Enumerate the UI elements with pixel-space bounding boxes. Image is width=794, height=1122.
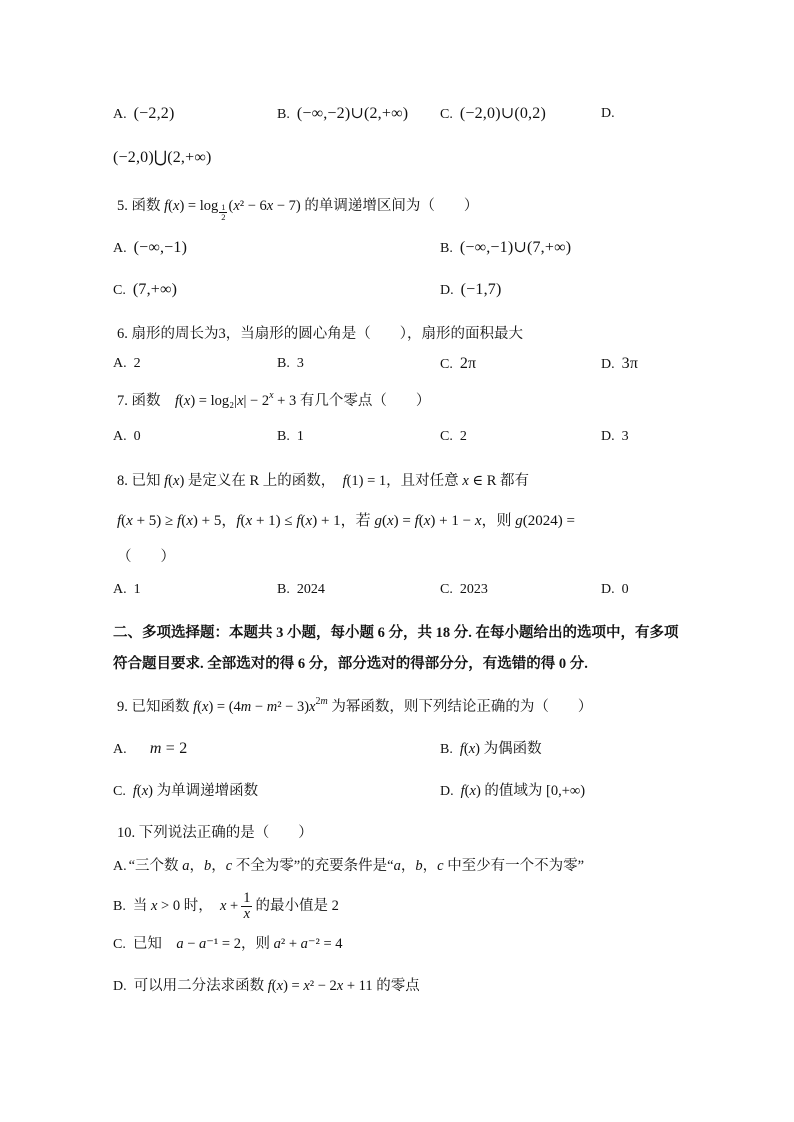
question-9-option-a	[113, 737, 187, 762]
question-10-option-b	[113, 891, 339, 922]
option-value: (−∞,−1)	[133, 239, 188, 256]
stem-text: 5. 函数 f(x) = log	[117, 198, 219, 214]
option-value: (−∞,−1)∪(7,+∞)	[459, 239, 572, 256]
math-variable: x	[141, 783, 149, 799]
question-4-option-b	[277, 102, 408, 127]
question-5-options-row-2	[0, 278, 794, 302]
option-label: A.	[113, 107, 127, 122]
question-8-stem-row-2	[0, 509, 794, 533]
question-7-options-row	[0, 425, 794, 449]
math-variable: x	[474, 513, 482, 529]
option-value: 2	[133, 356, 141, 371]
stem-text: 7. 函数 f(x) = log₂|x| − 2	[117, 393, 270, 409]
option-label: B.	[440, 742, 453, 757]
option-label: A.	[113, 742, 127, 757]
option-label: B.	[277, 582, 290, 597]
option-value: 0	[621, 582, 629, 597]
math-variable: x	[423, 513, 431, 529]
section-2-heading-line-1: 二、多项选择题：本题共 3 小题，每小题 6 分，共 18 分. 在每小题给出的选项中，有多项	[113, 625, 679, 641]
math-variable: a	[199, 936, 207, 952]
option-value: m = 2	[149, 740, 188, 757]
question-6-option-d	[601, 352, 638, 377]
question-10-option-a	[113, 854, 584, 879]
math-variable: x	[462, 473, 469, 489]
question-10-option-d-row	[0, 974, 794, 998]
math-variable: x	[233, 198, 240, 214]
math-variable: m	[320, 696, 328, 707]
math-variable: x	[173, 473, 180, 489]
option-label: B.	[440, 241, 453, 256]
math-variable: x	[173, 198, 180, 214]
option-label: B.	[113, 898, 126, 914]
section-2-heading-row-1	[0, 621, 794, 645]
question-7-option-c	[440, 425, 467, 449]
stem-text: (x² − 6x − 7) 的单调递增区间为（ ）	[228, 198, 479, 214]
math-variable: x	[186, 513, 193, 529]
math-variable: x	[219, 897, 227, 914]
question-10-option-c-row	[0, 932, 794, 956]
question-10-option-a-row	[0, 854, 794, 878]
option-label: D.	[440, 283, 454, 298]
option-value: 已知 a − a⁻¹ = 2，则 a² + a⁻² = 4	[132, 936, 343, 952]
math-variable: x	[202, 699, 209, 715]
option-label: C.	[440, 357, 453, 372]
math-variable: m	[240, 699, 252, 715]
option-label: D.	[113, 979, 127, 994]
question-7-option-d	[601, 425, 629, 449]
option-value: 3	[621, 429, 629, 444]
math-variable: f	[177, 513, 182, 529]
question-9-option-c	[113, 779, 258, 804]
fraction-numerator: 1	[243, 890, 251, 906]
option-value: (−2,0)⋃(2,+∞)	[113, 149, 212, 166]
math-variable: x	[386, 513, 394, 529]
exponent: 2m	[315, 696, 328, 707]
math-variable: x	[269, 390, 274, 401]
question-5-stem	[117, 194, 478, 222]
question-9-stem	[117, 695, 592, 719]
math-variable: x	[245, 513, 253, 529]
option-value: 1	[133, 582, 141, 597]
math-variable: x	[468, 741, 476, 757]
option-value: “三个数 a，b，c 不全为零”的充要条件是“a，b，c 中至少有一个不为零”	[128, 858, 585, 874]
math-variable: g	[374, 513, 382, 529]
math-variable: m	[149, 740, 162, 757]
math-variable: f	[296, 513, 301, 529]
math-variable: a	[182, 858, 190, 874]
question-9-options-row-2	[0, 779, 794, 803]
question-8-options-row	[0, 578, 794, 602]
question-6-option-a	[113, 352, 141, 376]
math-variable: f	[460, 783, 465, 799]
fraction-denominator	[241, 907, 252, 922]
fraction-denominator: 2	[221, 212, 226, 222]
question-8-stem-line-3: （ ）	[117, 549, 175, 565]
question-7-option-b	[277, 425, 304, 449]
question-6-options-row	[0, 352, 794, 376]
question-7-stem	[117, 389, 430, 413]
math-variable: c	[437, 858, 444, 874]
option-label: A.	[113, 241, 127, 256]
question-5-option-d	[440, 278, 502, 303]
option-value: 当 x > 0 时， x +	[132, 897, 239, 914]
math-variable: f	[193, 699, 198, 715]
question-10-option-b-row	[0, 890, 794, 923]
math-variable: x	[266, 198, 274, 214]
question-9-option-b	[440, 737, 542, 762]
question-10-stem-row	[0, 821, 794, 845]
option-value: (7,+∞)	[132, 281, 178, 298]
option-label: C.	[113, 937, 126, 952]
math-variable: g	[515, 513, 523, 529]
option-value: 2023	[459, 582, 488, 597]
math-variable: f	[267, 978, 272, 994]
question-4-option-c	[440, 102, 546, 127]
math-variable: x	[309, 699, 316, 715]
option-value: (−2,2)	[133, 105, 175, 122]
math-variable: x	[303, 978, 310, 994]
question-8-stem-row-3	[0, 545, 794, 569]
question-6-stem-row	[0, 322, 794, 346]
option-value: (−2,0)∪(0,2)	[459, 105, 546, 122]
option-label: C.	[440, 429, 453, 444]
math-variable: a	[393, 858, 401, 874]
math-variable: f	[459, 741, 464, 757]
option-value: 3π	[621, 355, 639, 372]
option-label: D.	[601, 106, 615, 121]
math-variable: f	[414, 513, 419, 529]
question-6-stem: 6. 扇形的周长为3，当扇形的圆心角是（ ），扇形的面积最大	[117, 326, 523, 342]
question-4-option-d-label	[601, 102, 622, 126]
math-variable: b	[415, 858, 423, 874]
option-label: B.	[277, 429, 290, 444]
math-variable: f	[164, 473, 169, 489]
math-variable: f	[164, 198, 169, 214]
question-6-option-b	[277, 352, 304, 376]
option-label: A.	[113, 356, 127, 371]
question-7-stem-row	[0, 389, 794, 413]
math-variable: f	[342, 473, 347, 489]
math-variable: x	[305, 513, 313, 529]
question-4-option-d-value-row	[0, 146, 794, 170]
log-base-fraction	[219, 203, 227, 222]
question-5-option-b	[440, 236, 571, 261]
math-variable: a	[300, 936, 308, 952]
stem-text: + 3 有几个零点（ ）	[273, 393, 431, 409]
option-value: 的最小值是 2	[255, 897, 339, 914]
option-value: 2	[459, 429, 467, 444]
question-8-option-b	[277, 578, 325, 602]
option-label: C.	[440, 107, 453, 122]
option-label: D.	[601, 357, 615, 372]
question-5-option-a	[113, 236, 187, 261]
math-variable: x	[150, 897, 158, 914]
math-variable: b	[203, 858, 212, 874]
option-value: 可以用二分法求函数 f(x) = x² − 2x + 11 的零点	[133, 978, 420, 994]
math-variable: m	[266, 699, 278, 715]
option-value: 0	[133, 429, 141, 444]
math-variable: x	[126, 513, 133, 529]
option-label: B.	[277, 356, 290, 371]
section-2-heading-row-2	[0, 652, 794, 676]
question-9-stem-row	[0, 695, 794, 719]
math-variable: a	[176, 936, 184, 952]
question-10-stem: 10. 下列说法正确的是（ ）	[117, 825, 313, 841]
option-value: f(x) 的值域为 [0,+∞)	[460, 783, 586, 799]
fraction-numerator: 1	[221, 202, 226, 213]
question-5-option-c	[113, 278, 177, 303]
question-10-option-d	[113, 974, 420, 999]
math-variable: c	[225, 858, 233, 874]
math-variable: f	[236, 513, 241, 529]
math-variable: x	[276, 978, 284, 994]
option-label: B.	[277, 107, 290, 122]
math-variable: x	[336, 978, 344, 994]
option-label: D.	[601, 429, 615, 444]
math-variable: x	[237, 393, 244, 409]
question-5-stem-row	[0, 194, 794, 222]
option-value: (−∞,−2)∪(2,+∞)	[296, 105, 409, 122]
stem-text: 9. 已知函数 f(x) = (4m − m² − 3)x	[117, 699, 316, 715]
option-value: f(x) 为偶函数	[459, 741, 542, 757]
question-6-option-c	[440, 352, 476, 377]
option-label: C.	[440, 582, 453, 597]
question-8-stem-line-1: 8. 已知 f(x) 是定义在 R 上的函数， f(1) = 1，且对任意 x ∈ R 都有	[117, 473, 530, 489]
option-label: C.	[113, 283, 126, 298]
question-5-options-row-1	[0, 236, 794, 260]
question-8-stem-line-2: f(x + 5) ≥ f(x) + 5，f(x + 1) ≤ f(x) + 1，若 g(x) = f(x) + 1 − x，则 g(2024) =	[117, 513, 575, 529]
option-value: 3	[296, 356, 304, 371]
option-label: C.	[113, 784, 126, 799]
math-variable: a	[273, 936, 281, 952]
option-label: D.	[440, 784, 454, 799]
question-8-option-c	[440, 578, 488, 602]
option-value: 2024	[296, 582, 325, 597]
question-9-option-d	[440, 779, 585, 804]
math-variable: f	[132, 783, 137, 799]
option-value: (−1,7)	[460, 281, 502, 298]
option-value: 1	[296, 429, 304, 444]
question-8-stem-row-1	[0, 469, 794, 493]
fraction-one-over-x	[241, 891, 252, 922]
math-variable: x	[183, 393, 191, 409]
section-2-heading-line-2: 符合题目要求. 全部选对的得 6 分，部分选对的得部分分，有选错的得 0 分.	[113, 656, 588, 672]
math-variable: f	[175, 393, 180, 409]
question-4-option-d-value	[113, 146, 212, 171]
option-label: A.	[113, 429, 127, 444]
stem-text: 为幂函数，则下列结论正确的为（ ）	[327, 699, 593, 715]
question-8-option-d	[601, 578, 629, 602]
question-7-option-a	[113, 425, 141, 449]
question-8-option-a	[113, 578, 141, 602]
math-variable: x	[469, 783, 476, 799]
question-4-options-row	[0, 102, 794, 126]
option-label: D.	[601, 582, 615, 597]
option-label: A.	[113, 582, 127, 597]
option-value: f(x) 为单调递增函数	[132, 783, 259, 799]
question-10-option-c	[113, 932, 343, 957]
math-variable: f	[117, 513, 122, 529]
option-value: 2π	[459, 355, 477, 372]
question-4-option-a	[113, 102, 175, 127]
option-label: A.	[113, 859, 127, 874]
math-variable: x	[243, 906, 251, 923]
question-9-options-row-1	[0, 737, 794, 761]
